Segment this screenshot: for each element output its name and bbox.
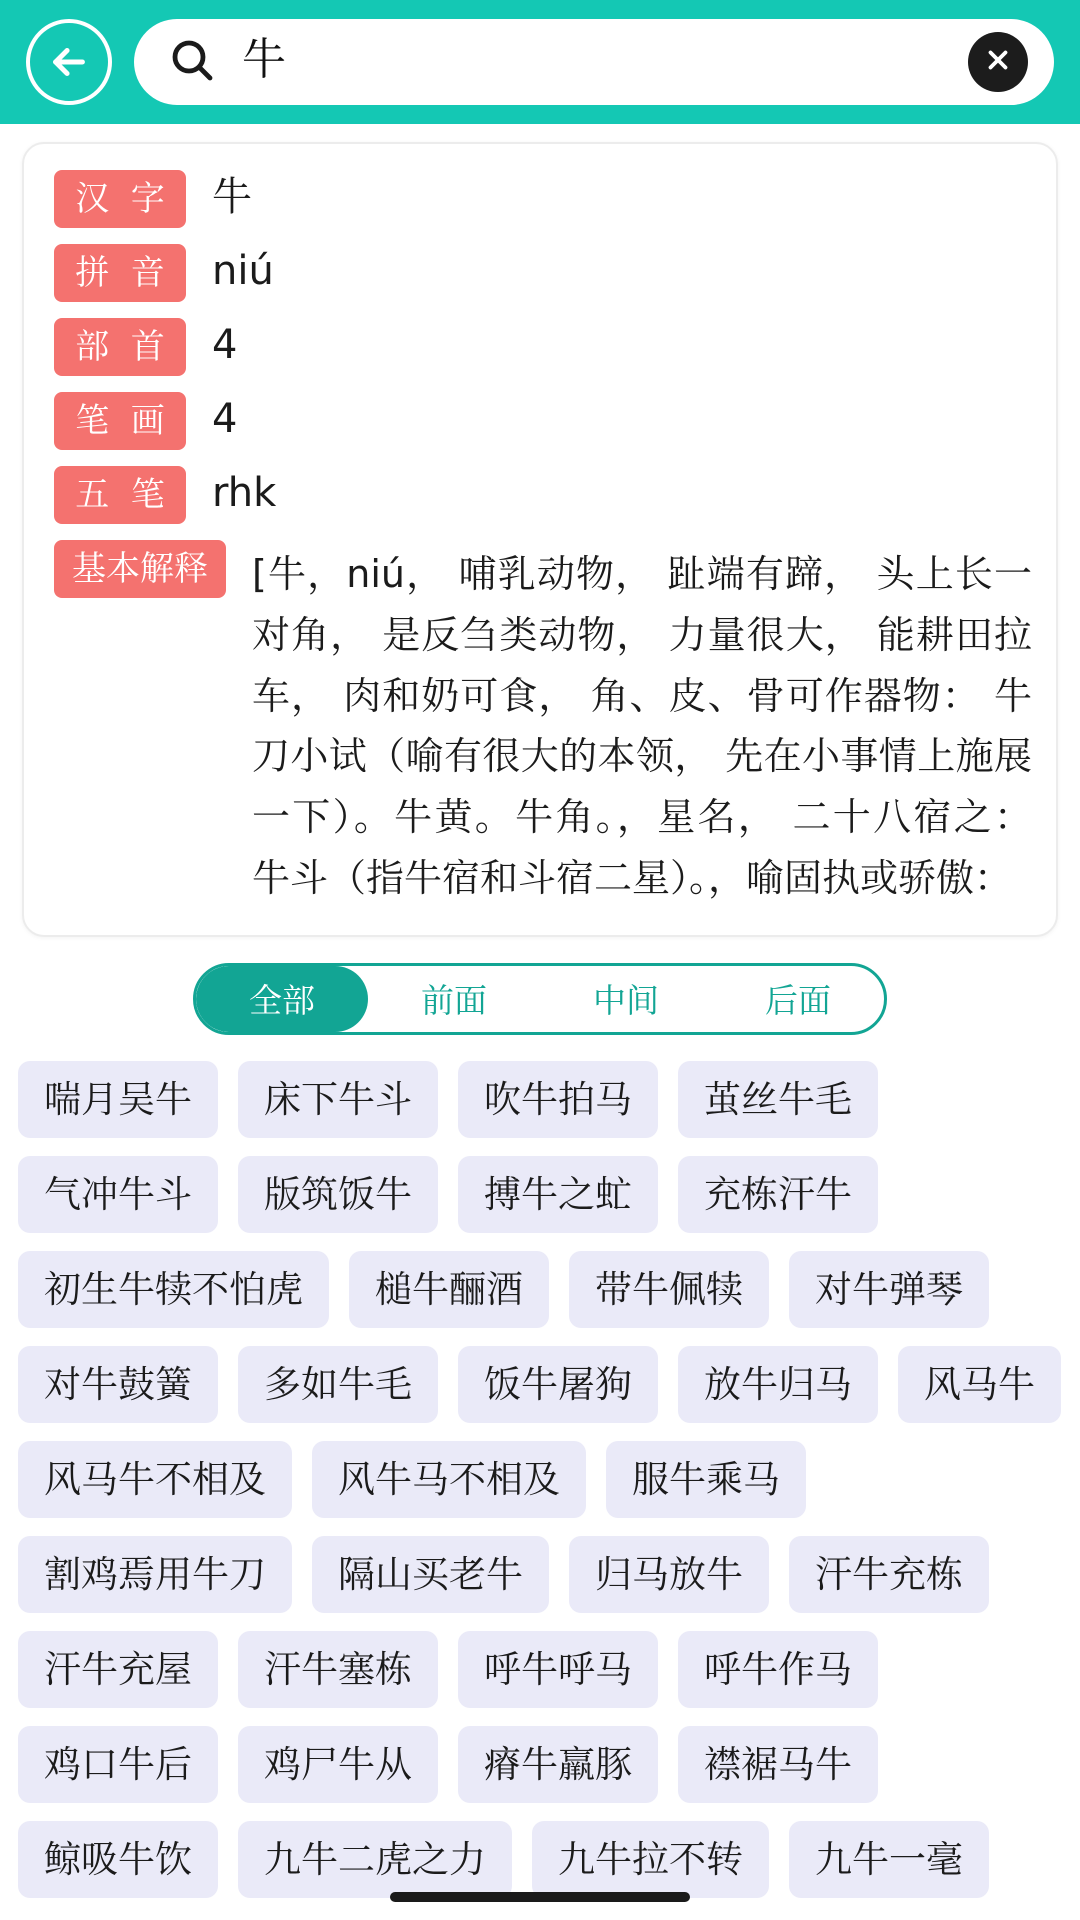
list-item[interactable]: 呼牛作马 — [678, 1631, 878, 1708]
list-item[interactable]: 汗牛塞栋 — [238, 1631, 438, 1708]
detail-row-strokes — [54, 392, 1032, 450]
list-item[interactable]: 槌牛酾酒 — [349, 1251, 549, 1328]
filter-option-front[interactable]: 前面 — [421, 982, 487, 1020]
detail-row-definition — [54, 540, 1032, 909]
list-item[interactable]: 带牛佩犊 — [569, 1251, 769, 1328]
list-item[interactable]: 饭牛屠狗 — [458, 1346, 658, 1423]
list-item[interactable]: 隔山买老牛 — [312, 1536, 549, 1613]
detail-label-definition: 基本解释 — [54, 540, 226, 598]
idiom-list — [0, 1061, 1080, 1898]
list-item[interactable]: 风牛马不相及 — [312, 1441, 586, 1518]
list-item[interactable]: 充栋汗牛 — [678, 1156, 878, 1233]
list-item[interactable]: 汗牛充栋 — [789, 1536, 989, 1613]
list-item[interactable]: 服牛乘马 — [606, 1441, 806, 1518]
detail-row-hanzi — [54, 170, 1032, 228]
list-item[interactable]: 茧丝牛毛 — [678, 1061, 878, 1138]
detail-value-wubi: rhk — [212, 470, 277, 516]
detail-row-radical — [54, 318, 1032, 376]
list-item[interactable]: 九牛一毫 — [789, 1821, 989, 1898]
character-detail-card — [22, 142, 1058, 937]
list-item[interactable]: 风马牛不相及 — [18, 1441, 292, 1518]
home-indicator — [390, 1892, 690, 1902]
segmented-control — [193, 963, 887, 1035]
list-item[interactable]: 汗牛充屋 — [18, 1631, 218, 1708]
list-item[interactable]: 搏牛之虻 — [458, 1156, 658, 1233]
detail-label-pinyin: 拼 音 — [54, 244, 186, 302]
detail-label-hanzi: 汉 字 — [54, 170, 186, 228]
detail-label-wubi: 五 笔 — [54, 466, 186, 524]
list-item[interactable]: 九牛拉不转 — [532, 1821, 769, 1898]
close-icon — [983, 45, 1013, 80]
position-filter — [0, 963, 1080, 1035]
detail-value-hanzi: 牛 — [212, 174, 252, 220]
list-item[interactable]: 初生牛犊不怕虎 — [18, 1251, 329, 1328]
top-bar — [0, 0, 1080, 124]
back-button[interactable] — [26, 19, 112, 105]
list-item[interactable]: 气冲牛斗 — [18, 1156, 218, 1233]
list-item[interactable]: 割鸡焉用牛刀 — [18, 1536, 292, 1613]
list-item[interactable]: 归马放牛 — [569, 1536, 769, 1613]
list-item[interactable]: 襟裾马牛 — [678, 1726, 878, 1803]
list-item[interactable]: 放牛归马 — [678, 1346, 878, 1423]
search-icon — [168, 36, 216, 89]
list-item[interactable]: 床下牛斗 — [238, 1061, 438, 1138]
list-item[interactable]: 瘠牛羸豚 — [458, 1726, 658, 1803]
search-bar[interactable] — [134, 19, 1054, 105]
detail-value-radical: 4 — [212, 322, 238, 368]
list-item[interactable]: 呼牛呼马 — [458, 1631, 658, 1708]
clear-search-button[interactable] — [968, 32, 1028, 92]
filter-option-all[interactable]: 全部 — [196, 966, 368, 1032]
detail-label-strokes: 笔 画 — [54, 392, 186, 450]
list-item[interactable]: 风马牛 — [898, 1346, 1061, 1423]
list-item[interactable]: 对牛弹琴 — [789, 1251, 989, 1328]
list-item[interactable]: 喘月吴牛 — [18, 1061, 218, 1138]
arrow-left-icon — [46, 39, 92, 85]
filter-option-back[interactable]: 后面 — [765, 982, 831, 1020]
list-item[interactable]: 九牛二虎之力 — [238, 1821, 512, 1898]
list-item[interactable]: 鲸吸牛饮 — [18, 1821, 218, 1898]
search-input[interactable]: 牛 — [242, 35, 286, 84]
detail-row-wubi — [54, 466, 1032, 524]
list-item[interactable]: 多如牛毛 — [238, 1346, 438, 1423]
list-item[interactable]: 版筑饭牛 — [238, 1156, 438, 1233]
detail-label-radical: 部 首 — [54, 318, 186, 376]
detail-row-pinyin — [54, 244, 1032, 302]
list-item[interactable]: 对牛鼓簧 — [18, 1346, 218, 1423]
list-item[interactable]: 吹牛拍马 — [458, 1061, 658, 1138]
detail-value-pinyin: niú — [212, 248, 274, 294]
detail-value-definition: [牛，niú， 哺乳动物， 趾端有蹄， 头上长一对角， 是反刍类动物， 力量很大， 能耕田拉车， 肉和奶可食， 角、皮、骨可作器物： 牛刀小试（喻有很大的本领， 先在小事情上施展一下）。牛黄。牛角。，星名， 二十八宿之： 牛斗（指牛宿和斗宿二星）。，喻固执或骄傲： — [252, 552, 1032, 900]
filter-option-middle[interactable]: 中间 — [593, 982, 659, 1020]
list-item[interactable]: 鸡口牛后 — [18, 1726, 218, 1803]
list-item[interactable]: 鸡尸牛从 — [238, 1726, 438, 1803]
detail-value-strokes: 4 — [212, 396, 238, 442]
